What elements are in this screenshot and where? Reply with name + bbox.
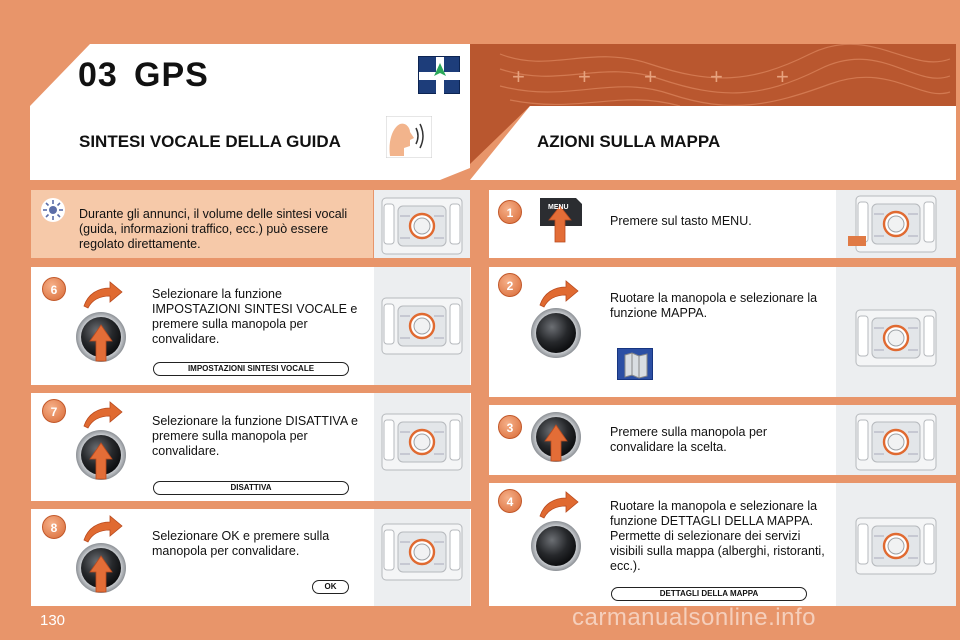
step-badge-3: 3 [498,415,522,439]
tip-text: Durante gli annunci, il volume delle sintesi vocali (guida, informazioni traffico, ecc.) può essere regolato direttamente. [79,207,348,251]
step-badge-2: 2 [498,273,522,297]
chapter-number: 03 [78,56,118,94]
step-1-text: Premere sul tasto MENU. [610,214,752,228]
left-section-title: SINTESI VOCALE DELLA GUIDA [79,132,341,151]
option-pill: IMPOSTAZIONI SINTESI VOCALE [153,362,349,376]
svg-text:+: + [578,64,591,89]
step-badge-8: 8 [42,515,66,539]
option-pill: DISATTIVA [153,481,349,495]
svg-text:+: + [644,64,657,89]
svg-text:+: + [710,64,723,89]
step-badge-4: 4 [498,489,522,513]
right-section-title: AZIONI SULLA MAPPA [537,132,721,151]
option-pill: DETTAGLI DELLA MAPPA [611,587,807,601]
step-4-text: Ruotare la manopola e selezionare la funzione DETTAGLI DELLA MAPPA. Permette di selezionare dei servizi visibili sulla mappa (alberghi, ristoranti, ecc.). [610,499,825,573]
step-6-text: Selezionare la funzione IMPOSTAZIONI SINTESI VOCALE e premere sulla manopola per convalidare. [152,287,358,346]
step-badge-7: 7 [42,399,66,423]
menu-key [536,196,584,226]
watermark: carmanualsonline.info [572,604,816,631]
page-number: 130 [40,612,66,629]
step-badge-6: 6 [42,277,66,301]
step-8-text: Selezionare OK e premere sulla manopola per convalidare. [152,529,330,558]
menu-key-label: MENU [548,204,569,211]
svg-text:+: + [512,64,525,89]
map-icon [617,348,653,380]
option-pill: OK [312,580,349,594]
svg-text:+: + [776,64,789,89]
chapter-title: GPS [134,56,209,94]
step-7-text: Selezionare la funzione DISATTIVA e premere sulla manopola per convalidare. [152,414,358,458]
step-badge-1: 1 [498,200,522,224]
step-3-text: Premere sulla manopola per convalidare la scelta. [610,425,768,454]
step-2-text: Ruotare la manopola e selezionare la funzione MAPPA. [610,291,818,320]
